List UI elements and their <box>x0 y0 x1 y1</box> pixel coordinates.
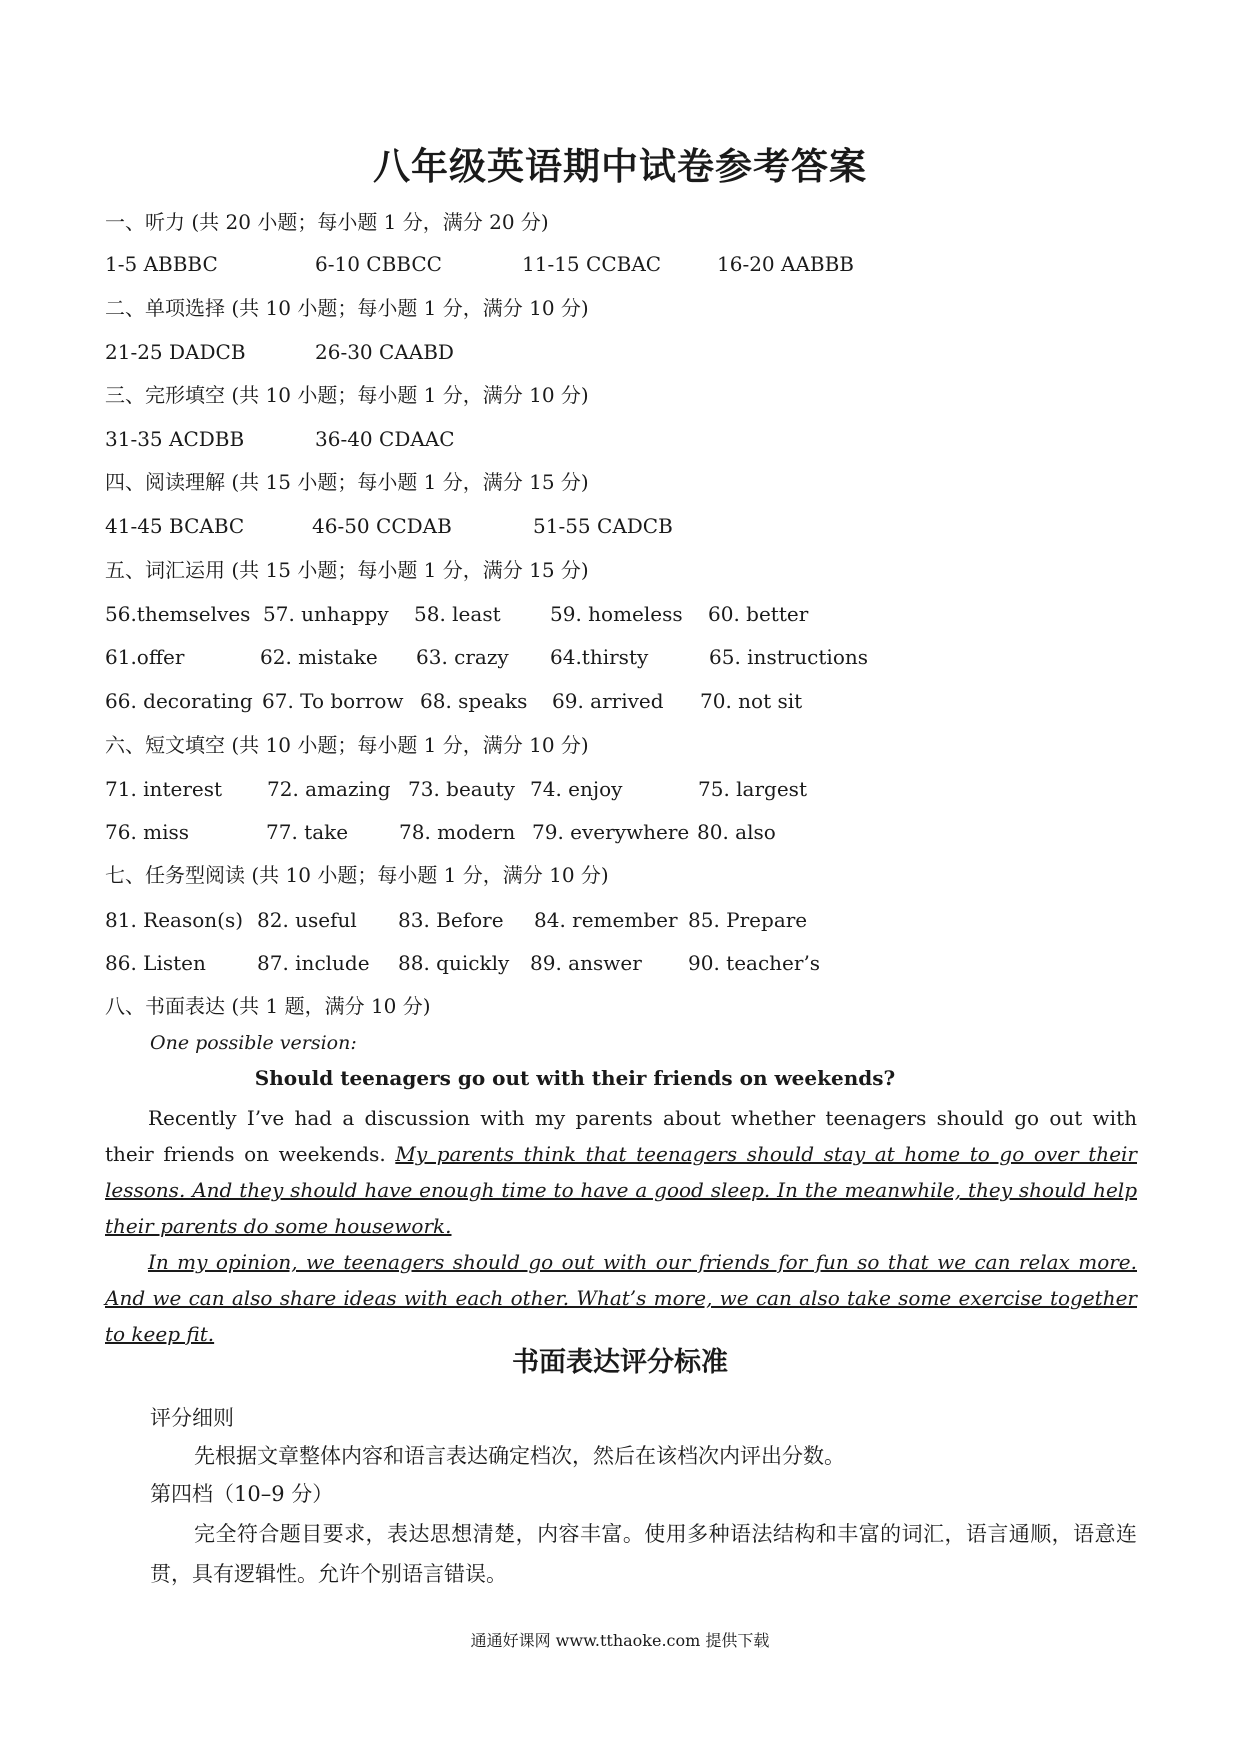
page-title: 八年级英语期中试卷参考答案 <box>373 144 867 188</box>
answer-item: 56.themselves <box>105 602 251 626</box>
section-heading-passage-fill: 六、短文填空 (共 10 小题；每小题 1 分，满分 10 分) <box>105 733 589 757</box>
essay-title: Should teenagers go out with their friends on weekends? <box>254 1066 896 1090</box>
sample-version-label: One possible version: <box>150 1032 357 1054</box>
answer-item: 71. interest <box>105 777 223 801</box>
answer-item: 58. least <box>414 602 501 626</box>
answer-item: 67. To borrow <box>262 689 404 713</box>
answer-item: 84. remember <box>534 908 678 932</box>
section-heading-cloze: 三、完形填空 (共 10 小题；每小题 1 分，满分 10 分) <box>105 383 589 407</box>
answer-group: 6-10 CBBCC <box>315 252 442 276</box>
answer-item: 62. mistake <box>260 645 378 669</box>
essay-text: Recently I’ve had a discussion with my parents about whether teenagers should go out with their friends on weekends. <box>105 1106 1137 1166</box>
answer-item: 57. unhappy <box>263 602 389 626</box>
answer-group: 11-15 CCBAC <box>522 252 662 276</box>
answer-item: 72. amazing <box>267 777 391 801</box>
answer-group: 1-5 ABBBC <box>105 252 218 276</box>
page-footer: 通通好课网 www.tthaoke.com 提供下载 <box>470 1631 770 1650</box>
answer-item: 63. crazy <box>416 645 509 669</box>
answer-item: 81. Reason(s) <box>105 908 244 932</box>
answer-group: 21-25 DADCB <box>105 340 246 364</box>
answer-group: 46-50 CCDAB <box>312 514 452 538</box>
essay-underlined-text: In my opinion, we teenagers should go out with our friends for fun so that we can relax more. And we can also share ideas with each other. What’s more, we can also take some exercise together to keep fit. <box>105 1250 1137 1346</box>
answer-item: 75. largest <box>698 777 807 801</box>
answer-group: 16-20 AABBB <box>717 252 854 276</box>
sample-essay <box>105 1100 1137 1352</box>
answer-item: 90. teacher’s <box>688 951 821 975</box>
answer-item: 64.thirsty <box>550 645 649 669</box>
answer-item: 78. modern <box>399 820 516 844</box>
answer-item: 87. include <box>257 951 370 975</box>
answer-item: 79. everywhere <box>532 820 690 844</box>
section-heading-vocabulary: 五、词汇运用 (共 15 小题；每小题 1 分，满分 15 分) <box>105 558 589 582</box>
section-heading-task-reading: 七、任务型阅读 (共 10 小题；每小题 1 分，满分 10 分) <box>105 863 609 887</box>
answer-item: 61.offer <box>105 645 185 669</box>
criteria-level-label: 第四档（10–9 分） <box>150 1482 334 1506</box>
criteria-title: 书面表达评分标准 <box>512 1347 728 1378</box>
answer-item: 59. homeless <box>550 602 683 626</box>
essay-paragraph <box>105 1100 1137 1244</box>
essay-underlined-text: My parents think that teenagers should stay at home to go over their lessons. And they should have enough time to have a good sleep. In the meanwhile, they should help their parents do some housework. <box>105 1142 1137 1238</box>
answer-item: 86. Listen <box>105 951 206 975</box>
answer-item: 70. not sit <box>700 689 803 713</box>
answer-item: 73. beauty <box>408 777 515 801</box>
answer-group: 31-35 ACDBB <box>105 427 245 451</box>
answer-group: 41-45 BCABC <box>105 514 245 538</box>
answer-item: 82. useful <box>257 908 357 932</box>
answer-group: 36-40 CDAAC <box>315 427 455 451</box>
criteria-intro: 先根据文章整体内容和语言表达确定档次，然后在该档次内评出分数。 <box>194 1444 845 1468</box>
criteria-subtitle: 评分细则 <box>150 1406 234 1430</box>
answer-group: 26-30 CAABD <box>315 340 454 364</box>
answer-item: 76. miss <box>105 820 190 844</box>
answer-item: 65. instructions <box>709 645 869 669</box>
level-description-text: 完全符合题目要求，表达思想清楚，内容丰富。使用多种语法结构和丰富的词汇，语言通顺，语意连贯，具有逻辑性。允许个别语言错误。 <box>150 1522 1137 1586</box>
answer-item: 66. decorating <box>105 689 253 713</box>
answer-item: 80. also <box>697 820 776 844</box>
section-heading-writing: 八、书面表达 (共 1 题，满分 10 分) <box>105 994 431 1018</box>
section-heading-reading: 四、阅读理解 (共 15 小题；每小题 1 分，满分 15 分) <box>105 470 589 494</box>
answer-group: 51-55 CADCB <box>533 514 673 538</box>
answer-item: 88. quickly <box>398 951 510 975</box>
answer-item: 69. arrived <box>552 689 664 713</box>
answer-item: 89. answer <box>530 951 642 975</box>
answer-item: 68. speaks <box>420 689 528 713</box>
section-heading-single-choice: 二、单项选择 (共 10 小题；每小题 1 分，满分 10 分) <box>105 296 589 320</box>
criteria-level-description <box>150 1514 1137 1594</box>
section-heading-listening: 一、听力 (共 20 小题；每小题 1 分，满分 20 分) <box>105 210 549 234</box>
answer-item: 85. Prepare <box>688 908 808 932</box>
answer-item: 74. enjoy <box>530 777 623 801</box>
answer-item: 83. Before <box>398 908 504 932</box>
answer-item: 60. better <box>708 602 809 626</box>
answer-item: 77. take <box>266 820 349 844</box>
essay-paragraph <box>105 1244 1137 1352</box>
